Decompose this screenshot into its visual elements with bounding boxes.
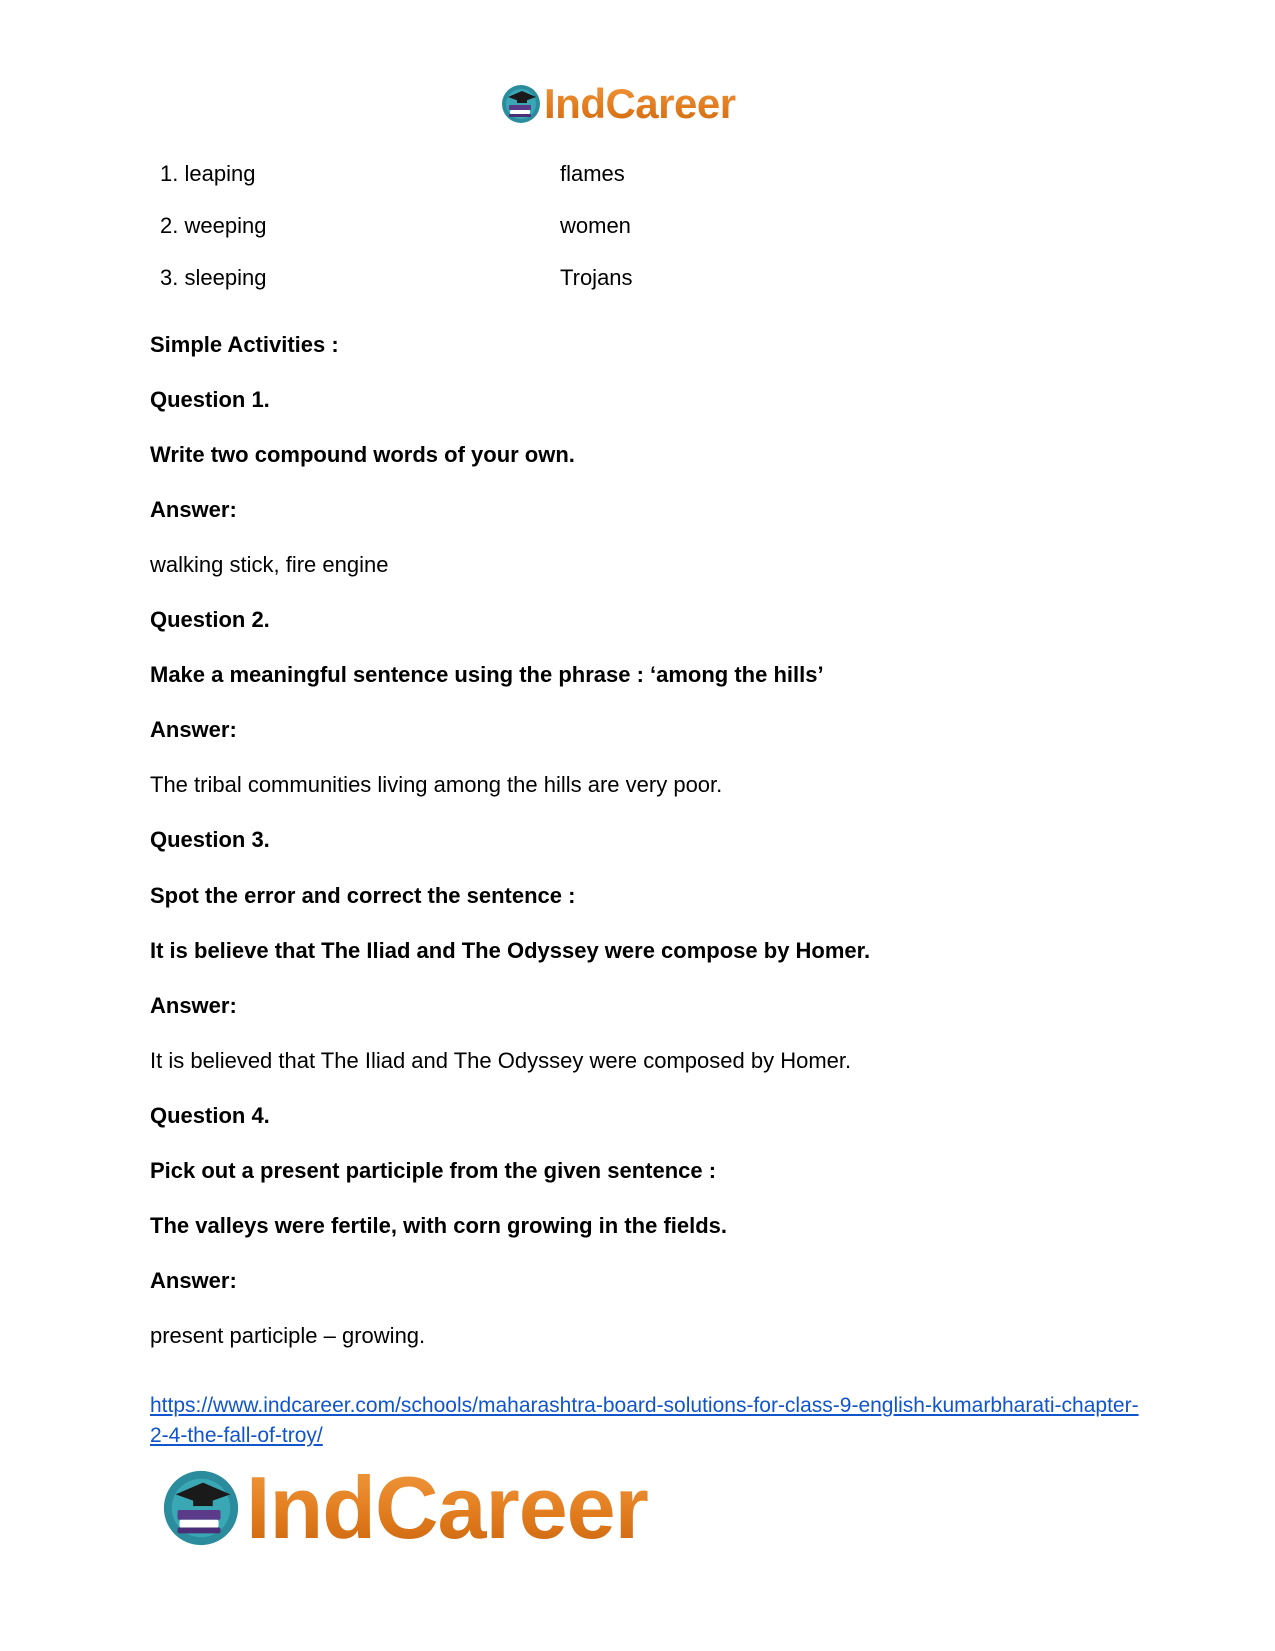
footer-logo (160, 1458, 648, 1557)
match-word-2: 2. weeping (160, 213, 267, 238)
answer-4-text: present participle – growing. (150, 1323, 426, 1348)
question-2-text: Make a meaningful sentence using the phrase : ‘among the hills’ (150, 662, 824, 687)
header-logo (500, 78, 736, 130)
question-4-text: Pick out a present participle from the given sentence : (150, 1158, 717, 1183)
answer-3-text: It is believed that The Iliad and The Odyssey were composed by Homer. (150, 1048, 852, 1073)
answer-2-label: Answer: (150, 717, 237, 742)
answer-4-label: Answer: (150, 1268, 237, 1293)
brand-name: IndCareer (544, 78, 736, 130)
answer-2-text: The tribal communities living among the hills are very poor. (150, 772, 723, 797)
answer-1-text: walking stick, fire engine (150, 552, 389, 577)
section-title: Simple Activities : (150, 332, 339, 357)
brand-name: IndCareer (246, 1458, 648, 1557)
answer-3-label: Answer: (150, 993, 237, 1018)
question-1-label: Question 1. (150, 387, 270, 412)
question-3-label: Question 3. (150, 827, 270, 852)
question-2-label: Question 2. (150, 607, 270, 632)
match-word-1: 1. leaping (160, 161, 256, 186)
graduation-book-icon (160, 1467, 242, 1549)
graduation-book-icon (500, 83, 542, 125)
question-4-sentence: The valleys were fertile, with corn growing in the fields. (150, 1213, 728, 1238)
match-noun-1: flames (560, 161, 625, 186)
question-3-text: Spot the error and correct the sentence : (150, 883, 576, 908)
source-url-link[interactable]: https://www.indcareer.com/schools/maharashtra-board-solutions-for-class-9-english-kumarbharati-chapter-2-4-the-fall-of-troy/ (150, 1394, 1139, 1447)
question-3-sentence: It is believe that The Iliad and The Odyssey were compose by Homer. (150, 938, 871, 963)
question-1-text: Write two compound words of your own. (150, 442, 575, 467)
question-4-label: Question 4. (150, 1103, 270, 1128)
match-word-3: 3. sleeping (160, 265, 267, 290)
answer-1-label: Answer: (150, 497, 237, 522)
match-noun-2: women (560, 213, 631, 238)
match-noun-3: Trojans (560, 265, 633, 290)
